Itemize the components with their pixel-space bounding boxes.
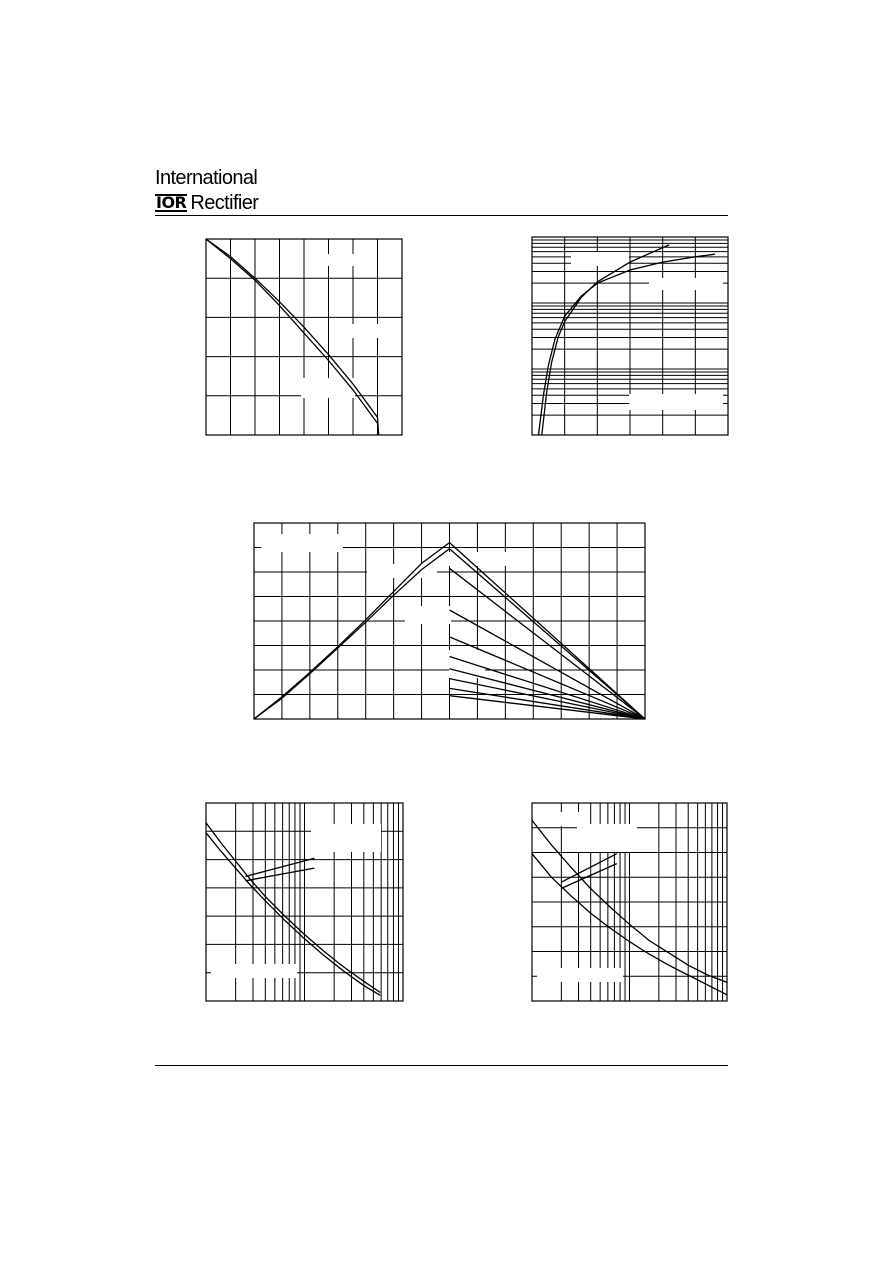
footer-rule (155, 1065, 728, 1066)
label-area-0 (327, 254, 377, 266)
series-fall-3 (450, 568, 646, 719)
label-area-1 (343, 324, 383, 338)
ior-logo-mark: IOR (156, 193, 187, 212)
label-area-0 (311, 824, 381, 852)
label-area-1 (649, 278, 723, 290)
label-area-1 (577, 824, 637, 852)
chart-bottom-right (531, 802, 728, 1002)
chart-middle (253, 522, 646, 720)
series-fall-6 (450, 657, 646, 720)
header-rule (155, 215, 728, 216)
company-name-line1: International (155, 167, 258, 189)
company-name-line2: Rectifier (190, 192, 259, 214)
label-area-0 (261, 534, 343, 552)
label-area-2 (629, 394, 723, 410)
label-area-2 (301, 378, 355, 398)
label-area-1 (211, 964, 297, 978)
company-logo (155, 191, 258, 215)
label-area-0 (537, 812, 589, 826)
label-area-3 (449, 552, 513, 566)
label-area-0 (571, 252, 629, 266)
label-area-2 (405, 606, 451, 624)
chart-bottom-left (205, 802, 404, 1002)
chart-top-left (205, 238, 403, 436)
chart-top-right (531, 236, 729, 436)
label-area-2 (537, 968, 623, 982)
